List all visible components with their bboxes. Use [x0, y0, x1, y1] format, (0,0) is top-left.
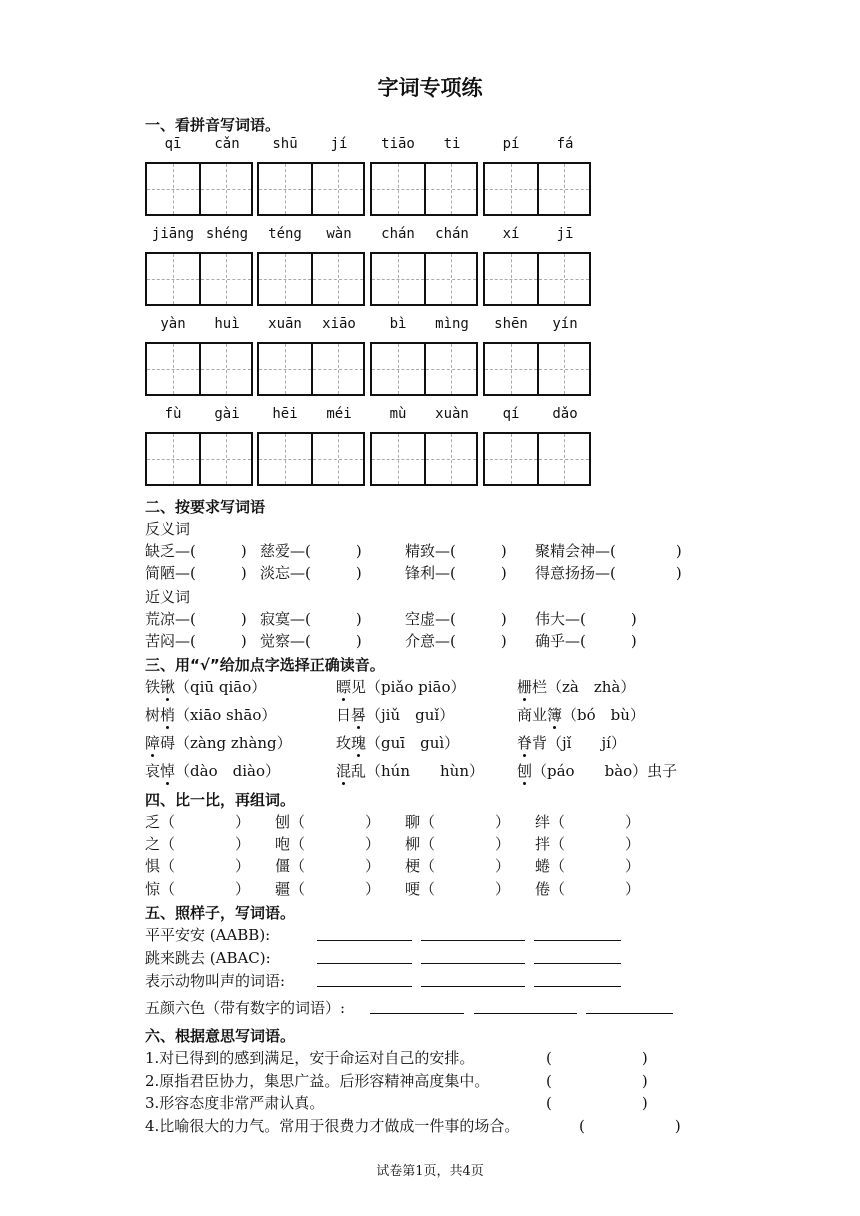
- answer-line[interactable]: [534, 963, 621, 964]
- writing-cell[interactable]: [485, 164, 537, 214]
- dotted-char: 梢: [160, 706, 176, 724]
- pinyin-label: pí: [502, 136, 520, 152]
- writing-cell[interactable]: [259, 434, 311, 484]
- section-4-heading: 四、比一比，再组词。: [145, 791, 296, 809]
- page-title: 字词专项练: [377, 76, 483, 100]
- pinyin-label: jí: [330, 136, 348, 152]
- pinyin-label: yàn: [160, 316, 186, 332]
- writing-cell[interactable]: [147, 434, 199, 484]
- writing-cell[interactable]: [311, 164, 363, 214]
- pinyin-label: huì: [214, 316, 240, 332]
- compare-word-blank[interactable]: 绊（ ）: [535, 813, 641, 831]
- pronunciation-item[interactable]: [145, 704, 276, 725]
- antonym-blank[interactable]: 得意扬扬—( ): [535, 564, 682, 582]
- prefix: 哀: [145, 762, 161, 780]
- writing-box-pair: [145, 252, 253, 306]
- pinyin-label: shū: [272, 136, 298, 152]
- pinyin-label: chán: [435, 226, 469, 242]
- writing-cell[interactable]: [372, 164, 424, 214]
- answer-line[interactable]: [586, 1013, 673, 1014]
- writing-box-pair: [257, 162, 365, 216]
- writing-cell[interactable]: [372, 434, 424, 484]
- meaning-text: 2.原指君臣协力，集思广益。后形容精神高度集中。: [145, 1072, 490, 1090]
- dotted-char: 混: [336, 762, 352, 780]
- antonym-blank[interactable]: 精致—( ): [405, 542, 507, 560]
- pinyin-options: （dào diào）: [175, 762, 280, 780]
- pinyin-options: （guī guì）: [366, 734, 460, 752]
- writing-cell[interactable]: [537, 254, 589, 304]
- prefix: 日: [336, 706, 352, 724]
- pinyin-label: mù: [389, 406, 407, 422]
- compare-word-blank[interactable]: 拌（ ）: [535, 835, 641, 853]
- writing-cell[interactable]: [147, 254, 199, 304]
- compare-word-blank[interactable]: 倦（ ）: [535, 880, 641, 898]
- pinyin-label: méi: [326, 406, 352, 422]
- pinyin-label: cǎn: [214, 136, 240, 152]
- writing-box-pair: [145, 432, 253, 486]
- writing-box-pair: [483, 162, 591, 216]
- pinyin-options: （jiǔ guǐ）: [366, 706, 455, 724]
- answer-line[interactable]: [534, 940, 621, 941]
- writing-cell[interactable]: [147, 344, 199, 394]
- antonym-blank[interactable]: 慈爱—( ): [260, 542, 362, 560]
- dotted-char: 障: [145, 734, 161, 752]
- pinyin-label: tiāo: [381, 136, 415, 152]
- number-words: 五颜六色（带有数字的词语）:: [145, 999, 346, 1017]
- pronunciation-item[interactable]: [336, 704, 454, 725]
- synonym-blank[interactable]: 介意—( ): [405, 632, 507, 650]
- pronunciation-item[interactable]: [145, 732, 292, 753]
- pinyin-label: wàn: [326, 226, 352, 242]
- writing-box-pair: [370, 342, 478, 396]
- dotted-char: 脊: [517, 734, 533, 752]
- writing-cell[interactable]: [372, 344, 424, 394]
- pronunciation-item[interactable]: [517, 732, 626, 753]
- pinyin-label: xuān: [268, 316, 302, 332]
- synonym-label: 近义词: [145, 588, 191, 606]
- pinyin-options: 碍（zàng zhàng）: [160, 734, 292, 752]
- dotted-char: 晷: [351, 706, 367, 724]
- writing-box-pair: [257, 432, 365, 486]
- writing-cell[interactable]: [424, 164, 476, 214]
- compare-word-blank[interactable]: 梗（ ）: [405, 857, 511, 875]
- answer-line[interactable]: [421, 986, 525, 987]
- writing-cell[interactable]: [147, 164, 199, 214]
- writing-cell[interactable]: [424, 344, 476, 394]
- writing-box-pair: [370, 252, 478, 306]
- compare-word-blank[interactable]: 蜷（ ）: [535, 857, 641, 875]
- pinyin-label: ti: [443, 136, 461, 152]
- answer-line[interactable]: [370, 1013, 464, 1014]
- dotted-char: 刨: [517, 762, 533, 780]
- pinyin-label: fá: [556, 136, 574, 152]
- pinyin-label: hēi: [272, 406, 298, 422]
- writing-box-pair: [257, 252, 365, 306]
- writing-cell[interactable]: [259, 164, 311, 214]
- pronunciation-item[interactable]: [517, 676, 635, 697]
- pinyin-label: shéng: [205, 226, 249, 242]
- answer-line[interactable]: [421, 963, 525, 964]
- prefix: 商业: [517, 706, 548, 724]
- pinyin-label: xiāo: [322, 316, 356, 332]
- page-footer: 试卷第1页，共4页: [376, 1164, 484, 1179]
- pinyin-label: gài: [214, 406, 240, 422]
- writing-cell[interactable]: [311, 344, 363, 394]
- answer-paren[interactable]: ( ): [546, 1094, 648, 1112]
- pinyin-label: téng: [268, 226, 302, 242]
- pattern-abac: 跳来跳去 (ABAC):: [145, 949, 271, 967]
- pronunciation-item[interactable]: [336, 732, 459, 753]
- writing-box-pair: [370, 162, 478, 216]
- writing-cell[interactable]: [199, 254, 251, 304]
- pinyin-label: mìng: [435, 316, 469, 332]
- answer-line[interactable]: [421, 940, 525, 941]
- answer-line[interactable]: [317, 940, 412, 941]
- writing-cell[interactable]: [424, 434, 476, 484]
- dotted-char: 锹: [160, 678, 176, 696]
- compare-word-blank[interactable]: 聊（ ）: [405, 813, 511, 831]
- writing-box-pair: [483, 252, 591, 306]
- answer-paren[interactable]: ( ): [546, 1049, 648, 1067]
- antonym-label: 反义词: [145, 520, 191, 538]
- writing-cell[interactable]: [537, 164, 589, 214]
- dotted-char: 栅: [517, 678, 533, 696]
- pinyin-label: dǎo: [552, 406, 578, 422]
- synonym-blank[interactable]: 荒凉—( ): [145, 610, 247, 628]
- writing-cell[interactable]: [259, 254, 311, 304]
- compare-word-blank[interactable]: 咆（ ）: [275, 835, 381, 853]
- writing-cell[interactable]: [485, 434, 537, 484]
- pinyin-options: （qiū qiāo）: [175, 678, 267, 696]
- pinyin-label: jī: [556, 226, 574, 242]
- writing-box-pair: [145, 162, 253, 216]
- pronunciation-item[interactable]: [145, 676, 266, 697]
- compare-word-blank[interactable]: 疆（ ）: [275, 880, 381, 898]
- writing-cell[interactable]: [259, 344, 311, 394]
- pronunciation-item[interactable]: [517, 760, 677, 781]
- pinyin-label: qí: [502, 406, 520, 422]
- answer-paren[interactable]: ( ): [579, 1117, 681, 1135]
- writing-box-pair: [257, 342, 365, 396]
- answer-line[interactable]: [474, 1013, 577, 1014]
- compare-word-blank[interactable]: 刨（ ）: [275, 813, 381, 831]
- pinyin-options: 乱（hún hùn）: [351, 762, 484, 780]
- pronunciation-item[interactable]: [145, 760, 280, 781]
- dotted-char: 瑰: [351, 734, 367, 752]
- pronunciation-item[interactable]: [336, 760, 484, 781]
- antonym-blank[interactable]: 聚精会神—( ): [535, 542, 682, 560]
- pinyin-label: shēn: [494, 316, 528, 332]
- pinyin-options: （xiāo shāo）: [175, 706, 277, 724]
- writing-cell[interactable]: [199, 434, 251, 484]
- writing-cell[interactable]: [537, 434, 589, 484]
- writing-box-pair: [145, 342, 253, 396]
- section-6-heading: 六、根据意思写词语。: [145, 1027, 296, 1045]
- pinyin-options: 栏（zà zhà）: [532, 678, 636, 696]
- pinyin-options: （páo bào）虫子: [532, 762, 678, 780]
- pinyin-label: yín: [552, 316, 578, 332]
- compare-word-blank[interactable]: 惧（ ）: [145, 857, 251, 875]
- section-2-heading: 二、按要求写词语: [145, 498, 266, 516]
- writing-cell[interactable]: [485, 344, 537, 394]
- synonym-blank[interactable]: 确乎—( ): [535, 632, 637, 650]
- answer-line[interactable]: [317, 986, 412, 987]
- answer-line[interactable]: [534, 986, 621, 987]
- pinyin-label: xuàn: [435, 406, 469, 422]
- compare-word-blank[interactable]: 哽（ ）: [405, 880, 511, 898]
- answer-paren[interactable]: ( ): [546, 1072, 648, 1090]
- writing-box-pair: [370, 432, 478, 486]
- writing-cell[interactable]: [311, 254, 363, 304]
- compare-word-blank[interactable]: 僵（ ）: [275, 857, 381, 875]
- pinyin-label: xí: [502, 226, 520, 242]
- writing-cell[interactable]: [199, 164, 251, 214]
- compare-word-blank[interactable]: 惊（ ）: [145, 880, 251, 898]
- synonym-blank[interactable]: 伟大—( ): [535, 610, 637, 628]
- synonym-blank[interactable]: 苦闷—( ): [145, 632, 247, 650]
- compare-word-blank[interactable]: 乏（ ）: [145, 813, 251, 831]
- pinyin-options: （bó bù）: [562, 706, 645, 724]
- synonym-blank[interactable]: 觉察—( ): [260, 632, 362, 650]
- writing-cell[interactable]: [199, 344, 251, 394]
- antonym-blank[interactable]: 淡忘—( ): [260, 564, 362, 582]
- dotted-char: 瞟: [336, 678, 352, 696]
- prefix: 树: [145, 706, 161, 724]
- pinyin-label: bì: [389, 316, 407, 332]
- writing-box-pair: [483, 342, 591, 396]
- section-3-heading: 三、用“√”给加点字选择正确读音。: [145, 656, 385, 674]
- prefix: 铁: [145, 678, 161, 696]
- writing-cell[interactable]: [485, 254, 537, 304]
- pronunciation-item[interactable]: [517, 704, 645, 725]
- animal-sound-words: 表示动物叫声的词语:: [145, 972, 286, 990]
- answer-line[interactable]: [317, 963, 412, 964]
- section-5-heading: 五、照样子，写词语。: [145, 904, 296, 922]
- writing-cell[interactable]: [311, 434, 363, 484]
- pattern-aabb: 平平安安 (AABB):: [145, 926, 271, 944]
- writing-cell[interactable]: [537, 344, 589, 394]
- antonym-blank[interactable]: 锋利—( ): [405, 564, 507, 582]
- pinyin-label: jiāng: [151, 226, 195, 242]
- writing-cell[interactable]: [372, 254, 424, 304]
- pinyin-options: 见（piǎo piāo）: [351, 678, 466, 696]
- pinyin-label: chán: [381, 226, 415, 242]
- meaning-text: 4.比喻很大的力气。常用于很费力才做成一件事的场合。: [145, 1117, 520, 1135]
- synonym-blank[interactable]: 空虚—( ): [405, 610, 507, 628]
- antonym-blank[interactable]: 简陋—( ): [145, 564, 247, 582]
- meaning-text: 3.形容态度非常严肃认真。: [145, 1094, 325, 1112]
- dotted-char: 簿: [547, 706, 563, 724]
- dotted-char: 悼: [160, 762, 176, 780]
- pronunciation-item[interactable]: [336, 676, 466, 697]
- pinyin-label: fù: [164, 406, 182, 422]
- compare-word-blank[interactable]: 之（ ）: [145, 835, 251, 853]
- section-1-heading: 一、看拼音写词语。: [145, 116, 281, 134]
- pinyin-label: qī: [164, 136, 182, 152]
- meaning-text: 1.对已得到的感到满足，安于命运对自己的安排。: [145, 1049, 475, 1067]
- synonym-blank[interactable]: 寂寞—( ): [260, 610, 362, 628]
- prefix: 玫: [336, 734, 352, 752]
- writing-cell[interactable]: [424, 254, 476, 304]
- compare-word-blank[interactable]: 柳（ ）: [405, 835, 511, 853]
- writing-box-pair: [483, 432, 591, 486]
- pinyin-options: 背（jǐ jí）: [532, 734, 626, 752]
- antonym-blank[interactable]: 缺乏—( ): [145, 542, 247, 560]
